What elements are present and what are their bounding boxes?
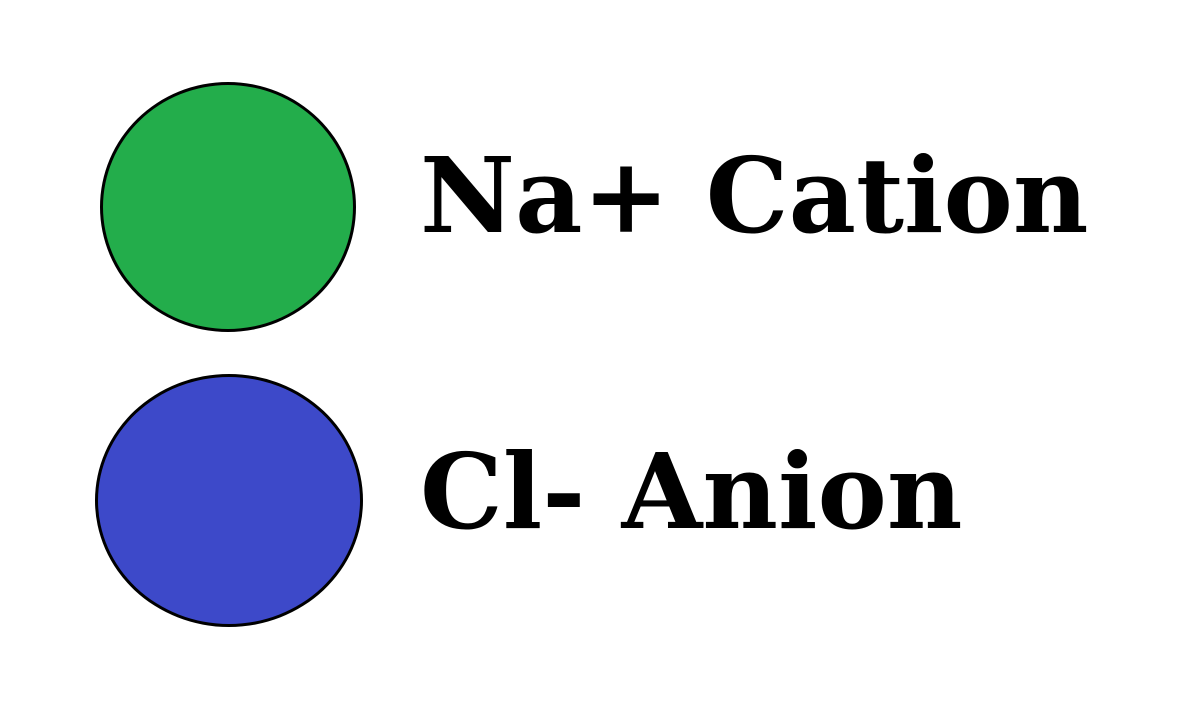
chloride-anion-circle-icon bbox=[95, 374, 363, 627]
legend-item-chloride-anion bbox=[0, 372, 1194, 628]
sodium-cation-circle-icon bbox=[100, 82, 356, 332]
legend-item-sodium-cation bbox=[0, 80, 1194, 334]
sodium-cation-label: Na+ Cation bbox=[420, 134, 1089, 257]
chloride-anion-label: Cl- Anion bbox=[420, 430, 963, 553]
